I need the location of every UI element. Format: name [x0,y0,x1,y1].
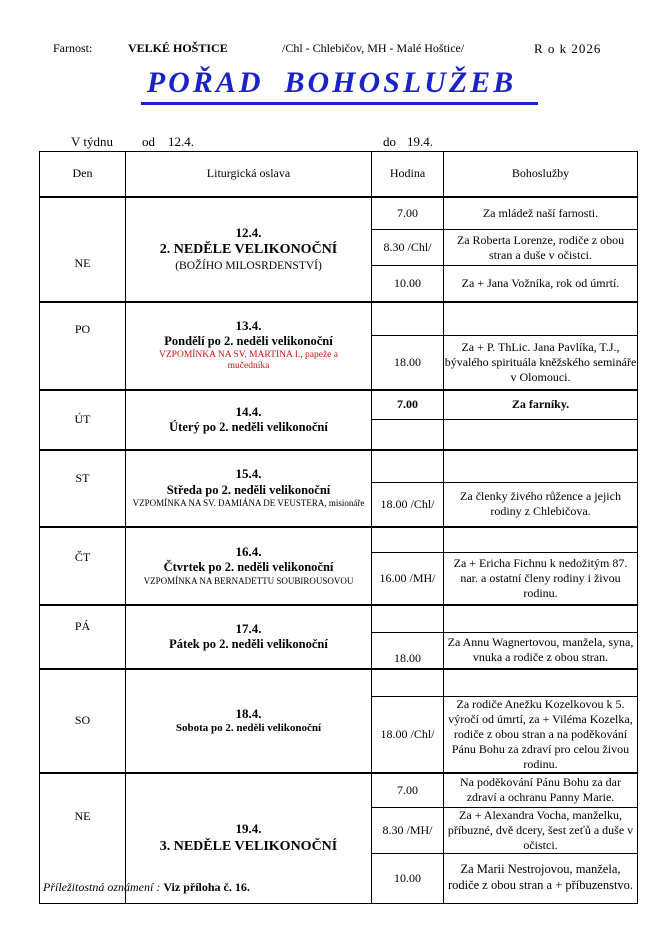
hour-cell: 18.00 [372,633,444,669]
week-from: 12.4. [168,134,194,149]
service-cell [444,605,638,633]
service-cell: Za Annu Wagnertovou, manžela, syna, vnuka a rodiče z obou stran. [444,633,638,669]
week-to: 19.4. [407,134,433,149]
schedule-table [39,151,638,904]
table-row [40,527,638,553]
footer-note [43,880,250,895]
hour-cell [372,420,444,450]
hour-cell [372,527,444,553]
day-cell: PÁ [40,605,126,669]
table-row [40,302,638,336]
date: 17.4. [235,620,262,636]
feast: Úterý po 2. neděli velikonoční [169,419,328,434]
feast: Pátek po 2. neděli velikonoční [169,636,328,651]
hour-cell: 18.00 [372,336,444,390]
celebration-cell [126,605,372,669]
week-label: V týdnu [71,134,114,149]
hour-cell: 7.00 [372,390,444,420]
hour-cell [372,450,444,483]
footer-label: Příležitostná oznámení : [43,880,161,894]
day-cell: NE [40,197,126,302]
col-hour-header: Hodina [372,152,444,197]
service-cell: Za + P. ThLic. Jana Pavlíka, T.J., bývalého spirituála kněžského semináře v Olomouci. [444,336,638,390]
service-cell: Za + Jana Vožníka, rok od úmrtí. [444,266,638,302]
col-services-header: Bohoslužby [444,152,638,197]
hour-cell: 18.00 /Chl/ [372,697,444,774]
date: 13.4. [235,317,262,333]
date: 18.4. [235,705,262,721]
feast: Pondělí po 2. neděli velikonoční [164,333,333,348]
service-cell [444,527,638,553]
feast: 2. NEDĚLE VELIKONOČNÍ [159,242,338,258]
celebration-cell [126,450,372,527]
year-label: R o k 2026 [534,41,602,56]
table-row [40,605,638,633]
title-underline [141,102,538,105]
day-cell: PO [40,302,126,390]
hour-cell: 10.00 [372,853,444,903]
parish-branches: /Chl - Chlebičov, MH - Malé Hoštice/ [282,41,465,55]
footer-value: Viz příloha č. 16. [163,880,250,894]
hour-cell: 8.30 /MH/ [372,807,444,853]
day-cell: ÚT [40,390,126,450]
week-to-label: do [383,134,396,149]
day-cell: SO [40,669,126,774]
service-cell [444,450,638,483]
col-celebration-header: Liturgická oslava [126,152,372,197]
hour-cell: 8.30 /Chl/ [372,230,444,266]
table-row [40,197,638,230]
celebration-cell [126,197,372,302]
celebration-cell [126,302,372,390]
col-day-header: Den [40,152,126,197]
hour-cell [372,302,444,336]
service-cell: Za + Ericha Fichnu k nedožitým 87. nar. a ostatní členy rodiny i živou rodinu. [444,553,638,605]
date: 12.4. [235,224,262,240]
hour-cell: 7.00 [372,197,444,230]
service-cell: Za rodiče Anežku Kozelkovou k 5. výročí od úmrtí, za + Viléma Kozelka, rodiče z obou stran a na poděkování Pánu Bohu za zdraví pro celou živou rodinu. [444,697,638,774]
parish-name: VELKÉ HOŠTICE [128,41,228,55]
date: 19.4. [235,821,262,837]
hour-cell [372,605,444,633]
celebration-cell [126,527,372,605]
parish-label: Farnost: [53,41,93,55]
table-row [40,773,638,807]
hour-cell: 7.00 [372,773,444,807]
feast: 3. NEDĚLE VELIKONOČNÍ [159,838,338,854]
service-cell: Za + Alexandra Vocha, manželku, příbuzné, dvě dcery, šest zeťů a duše v očistci. [444,807,638,853]
service-cell: Za Roberta Lorenze, rodiče z obou stran a duše v očistci. [444,230,638,266]
page-title: POŘAD BOHOSLUŽEB [146,66,517,99]
memorial-note: VZPOMÍNKA NA BERNADETTU SOUBIROUSOVOU [143,575,354,586]
service-cell: Za Marii Nestrojovou, manžela, rodiče z obou stran a + příbuzenstvo. [444,853,638,903]
feast-subtitle: (BOŽÍHO MILOSRDENSTVÍ) [175,259,322,272]
day-cell: ST [40,450,126,527]
service-cell [444,420,638,450]
service-cell [444,302,638,336]
feast: Středa po 2. neděli velikonoční [166,482,331,497]
service-cell: Za farníky. [444,390,638,420]
service-cell: Za členky živého růžence a jejich rodiny z Chlebičova. [444,483,638,527]
date: 14.4. [235,403,262,419]
service-cell: Na poděkování Pánu Bohu za dar zdraví a ochranu Panny Marie. [444,773,638,807]
feast: Sobota po 2. neděli velikonoční [175,722,322,734]
service-cell: Za mládež naší farnosti. [444,197,638,230]
hour-cell: 18.00 /Chl/ [372,483,444,527]
service-cell [444,669,638,697]
celebration-cell [126,390,372,450]
hour-cell: 16.00 /MH/ [372,553,444,605]
date: 16.4. [235,543,262,559]
date: 15.4. [235,466,262,482]
hour-cell [372,669,444,697]
celebration-cell [126,669,372,774]
table-row [40,450,638,483]
hour-cell: 10.00 [372,266,444,302]
memorial-note: VZPOMÍNKA NA SV. MARTINA I., papeže a mučedníka [159,349,338,372]
memorial-note: VZPOMÍNKA NA SV. DAMIÁNA DE VEUSTERA, misionáře [132,498,365,509]
table-row [40,669,638,697]
week-from-label: od [142,134,155,149]
day-cell: ČT [40,527,126,605]
day-cell: NE [40,773,126,903]
feast: Čtvrtek po 2. neděli velikonoční [163,560,334,575]
table-row [40,390,638,420]
